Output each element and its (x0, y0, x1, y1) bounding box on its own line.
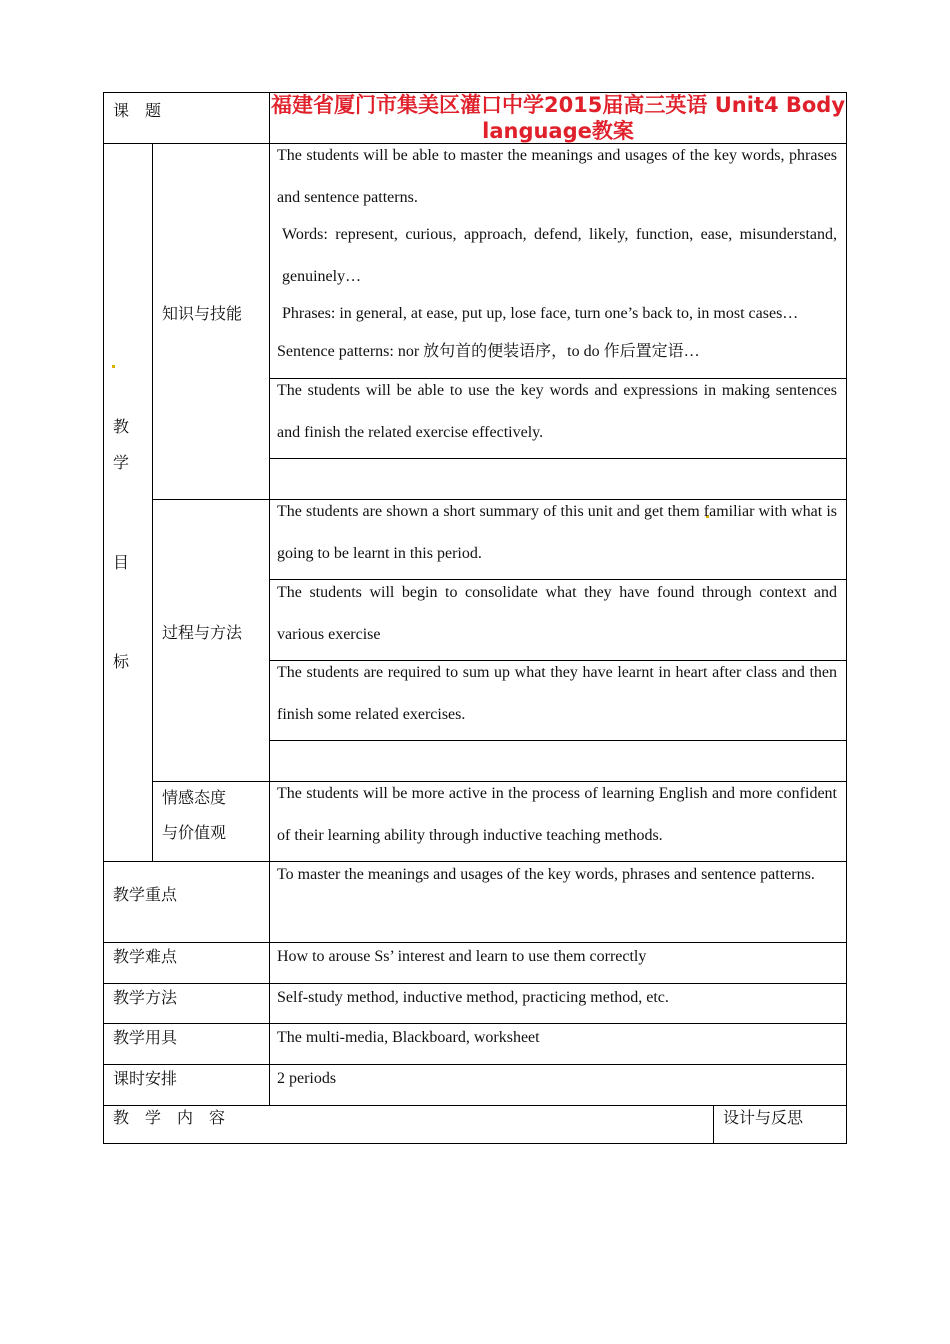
row-divider (269, 740, 847, 741)
table-border-left (103, 92, 104, 1144)
methods-text: Self-study method, inductive method, practicing method, etc. (277, 989, 669, 1006)
knowledge-objective-text: The students will be able to master the meanings and usages of the key words, phrases and sentence patterns. (277, 147, 837, 206)
table-border-bottom (103, 1143, 847, 1144)
emotion-objective-text: The students will be more active in the process of learning English and more confident of their learning ability through inductive teaching methods. (277, 785, 837, 844)
sentence-patterns-text: Sentence patterns: nor 放句首的便装语序，to do 作后置定语… (277, 343, 700, 360)
schedule-text: 2 periods (277, 1070, 337, 1087)
emotion-values-label-line2: 与价值观 (162, 823, 227, 842)
objectives-label-char: 教 (113, 417, 130, 436)
process-objective-text: The students are required to sum up what they have learnt in heart after class and then finish some related exercises. (277, 664, 837, 723)
lesson-plan-table (103, 92, 847, 1144)
objectives-label-char: 学 (113, 453, 130, 472)
key-points-text: To master the meanings and usages of the key words, phrases and sentence patterns. (277, 866, 815, 883)
row-divider (269, 458, 847, 459)
methods-label: 教学方法 (113, 988, 178, 1007)
process-objective-text: The students are shown a short summary of this unit and get them familiar with what is going to be learnt in this period. (277, 503, 837, 562)
tools-text: The multi-media, Blackboard, worksheet (277, 1029, 540, 1046)
key-phrases-text: Phrases: in general, at ease, put up, lose face, turn one’s back to, in most cases… (282, 305, 799, 322)
tools-label: 教学用具 (113, 1028, 178, 1047)
column-divider (269, 92, 270, 1106)
process-methods-label: 过程与方法 (162, 623, 243, 642)
process-objective-text: The students will begin to consolidate what they have found through context and various exercise (277, 584, 837, 643)
difficulties-text: How to arouse Ss’ interest and learn to use them correctly (277, 948, 647, 965)
objectives-label-char: 标 (113, 652, 130, 671)
schedule-label: 课时安排 (113, 1069, 178, 1088)
difficulties-label: 教学难点 (113, 947, 178, 966)
topic-label: 课 题 (113, 101, 162, 120)
knowledge-objective-text: The students will be able to use the key words and expressions in making sentences and finish the related exercise effectively. (277, 382, 837, 441)
emotion-values-label-line1: 情感态度 (162, 788, 227, 807)
table-border-right (846, 92, 847, 1144)
objectives-label-char: 目 (113, 553, 130, 572)
page-title: 福建省厦门市集美区灌口中学2015届高三英语 Unit4 Body language教案 (270, 93, 846, 143)
teaching-content-label: 教 学 内 容 (113, 1108, 226, 1127)
key-points-label: 教学重点 (113, 885, 178, 904)
marker-dot (112, 365, 115, 368)
knowledge-skills-label: 知识与技能 (162, 304, 243, 323)
column-divider (713, 1105, 714, 1144)
column-divider (152, 143, 153, 862)
design-reflection-label: 设计与反思 (723, 1108, 804, 1127)
key-words-text: Words: represent, curious, approach, defend, likely, function, ease, misunderstand, genuinely… (282, 226, 837, 285)
